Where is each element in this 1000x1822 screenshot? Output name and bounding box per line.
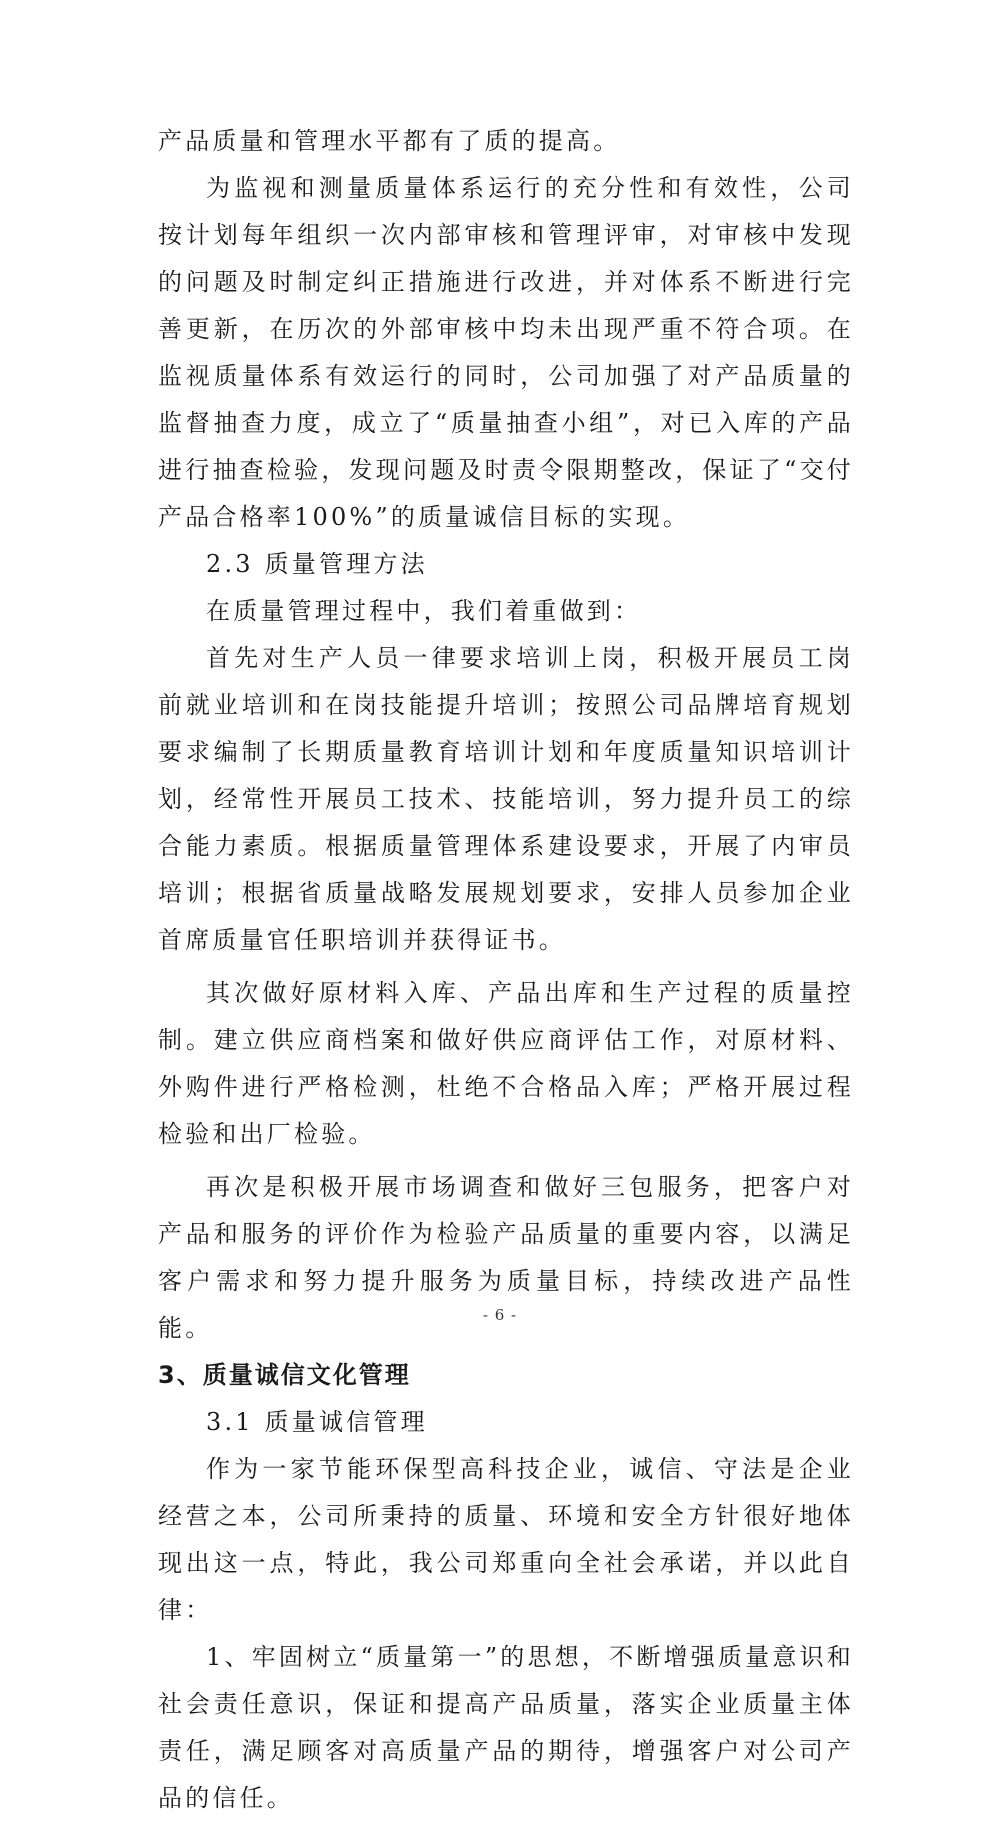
paragraph-materials: 其次做好原材料入库、产品出库和生产过程的质量控制。建立供应商档案和做好供应商评估工作，对原材料、外购件进行严格检测，杜绝不合格品入库；严格开展过程检验和出厂检验。 xyxy=(158,979,854,1148)
subheading-integrity: 3.1 质量诚信管理 xyxy=(206,1408,428,1436)
paragraph-continued: 产品质量和管理水平都有了质的提高。 xyxy=(158,127,621,155)
paragraph-audit: 为监视和测量质量体系运行的充分性和有效性，公司按计划每年组织一次内部审核和管理评审，对审核中发现的问题及时制定纠正措施进行改进，并对体系不断进行完善更新，在历次的外部审核中均未出现严重不符合项。在监视质量体系有效运行的同时，公司加强了对产品质量的监督抽查力度，成立了“质量抽查小组”，对已入库的产品进行抽查检验，发现问题及时责令限期整改，保证了“交付产品合格率100%”的质量诚信目标的实现。 xyxy=(158,174,854,531)
section-heading: 3、质量诚信文化管理 xyxy=(158,1361,411,1389)
page-body xyxy=(158,118,854,1822)
subheading-quality-methods: 2.3 质量管理方法 xyxy=(206,550,428,578)
paragraph-service: 再次是积极开展市场调查和做好三包服务，把客户对产品和服务的评价作为检验产品质量的重要内容，以满足客户需求和努力提升服务为质量目标，持续改进产品性能。 xyxy=(158,1173,854,1342)
paragraph-training: 首先对生产人员一律要求培训上岗，积极开展员工岗前就业培训和在岗技能提升培训；按照公司品牌培育规划要求编制了长期质量教育培训计划和年度质量知识培训计划，经常性开展员工技术、技能培训，努力提升员工的综合能力素质。根据质量管理体系建设要求，开展了内审员培训；根据省质量战略发展规划要求，安排人员参加企业首席质量官任职培训并获得证书。 xyxy=(158,644,854,954)
paragraph-intro: 在质量管理过程中，我们着重做到： xyxy=(206,597,642,625)
paragraph-commitment: 作为一家节能环保型高科技企业，诚信、守法是企业经营之本，公司所秉持的质量、环境和安全方针很好地体现出这一点，特此，我公司郑重向全社会承诺，并以此自律： xyxy=(158,1455,854,1624)
paragraph-point-1: 1、牢固树立“质量第一”的思想，不断增强质量意识和社会责任意识，保证和提高产品质量，落实企业质量主体责任，满足顾客对高质量产品的期待，增强客户对公司产品的信任。 xyxy=(158,1643,854,1812)
page-number: - 6 - xyxy=(482,1306,518,1324)
